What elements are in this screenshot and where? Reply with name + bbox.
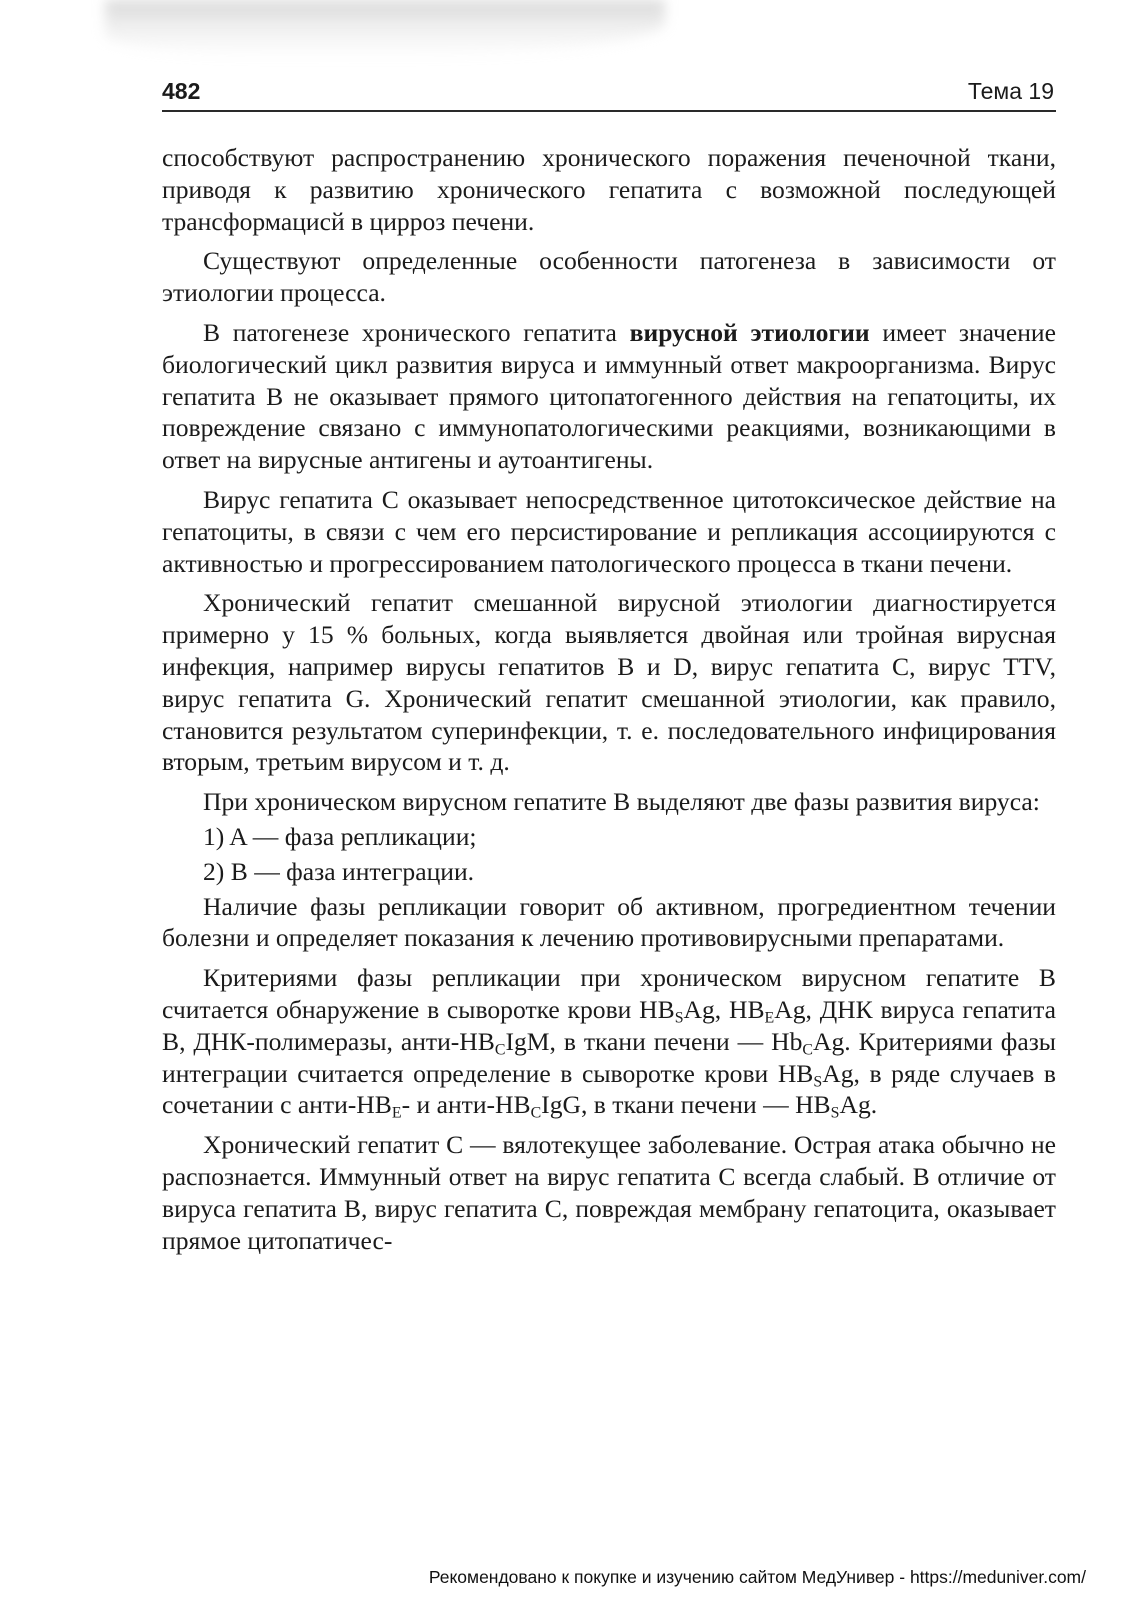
page-header	[162, 76, 1056, 112]
p8-sub-7: C	[530, 1104, 542, 1122]
paragraph-6: При хроническом вирусном гепатите B выделяют две фазы развития вируса:	[203, 787, 1040, 817]
p8-sub-5: S	[813, 1072, 823, 1090]
p8-sub-1: S	[674, 1009, 684, 1027]
body-text	[162, 142, 1056, 1256]
paragraph-3-before: В патогенезе хронического гепатита	[203, 317, 630, 347]
footer-note: Рекомендовано к покупке и изучению сайтом МедУнивер - https://meduniver.com/	[428, 1567, 1086, 1587]
p8-text-3: Ag, ДНК вируса гепатита B, ДНК-полимеразы, анти-HB	[162, 994, 1056, 1056]
p8-text-8: IgG, в ткани печени — HB	[541, 1090, 831, 1120]
paragraph-1: способствуют распространению хронического поражения печеночной ткани, приводя к развитию хронического гепатита с возможной последующей трансформацисй в цирроз печени.	[162, 143, 1056, 236]
paragraph-7: Наличие фазы репликации говорит об активном, прогредиентном течении болезни и определяет показания к лечению противовирусными препаратами.	[162, 891, 1056, 953]
paragraph-8	[162, 962, 1056, 1121]
paragraph-2: Существуют определенные особенности патогенеза в зависимости от этиологии процесса.	[162, 246, 1056, 308]
running-head: Тема 19	[967, 78, 1054, 104]
list-item-2: 2) B — фаза интеграции.	[203, 856, 475, 886]
paragraph-3	[162, 317, 1056, 476]
p8-sub-4: C	[802, 1041, 813, 1059]
p8-text-1: Критериями фазы репликации при хроническом вирусном гепатите B считается обнаружение в сыворотке крови HB	[162, 963, 1056, 1024]
page-number: 482	[162, 78, 201, 104]
p8-sub-3: C	[494, 1041, 506, 1059]
p8-sub-8: S	[830, 1104, 840, 1122]
p8-text-6: Ag, в ряде случаев в сочетании с анти-HB	[162, 1058, 1056, 1120]
paragraph-5: Хронический гепатит смешанной вирусной этиологии диагностируется примерно у 15 % больных, когда выявляется двойная или тройная вирусная инфекция, например вирусы гепатитов B и D, вирус гепатита C, вирус TTV, вирус гепатита G. Хронический гепатит смешанной этиологии, как правило, становится результатом суперинфекции, т. е. последовательного инфицирования вторым, третьим вирусом и т. д.	[162, 588, 1056, 777]
scan-smudge	[105, 0, 665, 58]
paragraph-9: Хронический гепатит C — вялотекущее заболевание. Острая атака обычно не распознается. Иммунный ответ на вирус гепатита C всегда слабый. В отличие от вируса гепатита B, вирус гепатита C, повреждая мембрану гепатоцита, оказывает прямое цитопатичес-	[162, 1130, 1056, 1255]
p8-text-4: IgM, в ткани печени — Hb	[505, 1026, 803, 1056]
p8-text-9: Ag.	[839, 1090, 878, 1120]
p8-sub-2: E	[764, 1009, 775, 1027]
p8-text-5: Ag. Критериями фазы интеграции считается определение в сыворотке крови HB	[162, 1026, 1056, 1088]
paragraph-4: Вирус гепатита С оказывает непосредственное цитотоксическое действие на гепатоциты, в связи с чем его персистирование и репликация ассоциируются с активностью и прогрессированием патологического процесса в ткани печени.	[162, 484, 1056, 578]
list-item-1: 1) A — фаза репликации;	[203, 821, 477, 851]
paragraph-3-after: имеет значение биологический цикл развития вируса и иммунный ответ макроорганизма. Вирус гепатита B не оказывает прямого цитопатогенного действия на гепатоциты, их повреждение связано с иммунопатологическими реакциями, возникающими в ответ на вирусные антигены и аутоантигены.	[162, 317, 1056, 475]
p8-text-7: - и анти-HB	[401, 1090, 531, 1120]
paragraph-3-bold: вирусной этиологии	[629, 317, 870, 347]
p8-text-2: Ag, HB	[683, 994, 765, 1024]
p8-sub-6: E	[391, 1104, 402, 1122]
